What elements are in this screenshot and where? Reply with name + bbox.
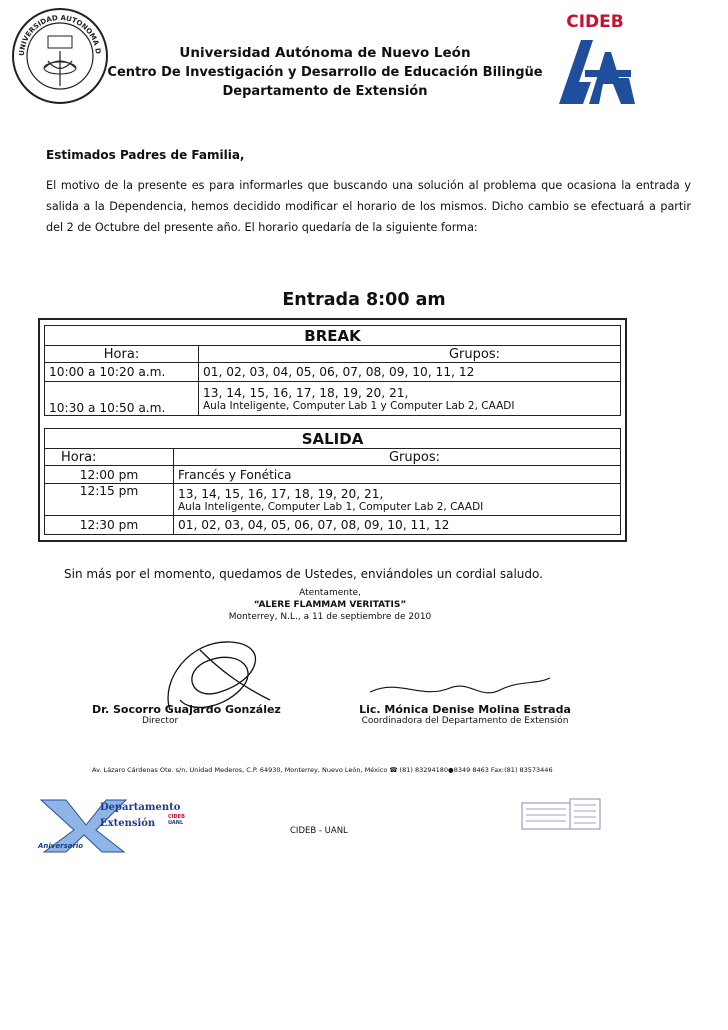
logo-line3: Aniversario: [38, 842, 84, 850]
right-signatory-role: Coordinadora del Departamento de Extensión: [361, 716, 569, 726]
cideb-label: CIDEB: [566, 12, 624, 32]
break-hora-cell: 10:30 a 10:50 a.m.: [45, 382, 199, 416]
salida-table: [44, 428, 621, 535]
place-date: Monterrey, N.L., a 11 de septiembre de 2010: [228, 612, 432, 622]
salida-grupos-line: 13, 14, 15, 16, 17, 18, 19, 20, 21,: [178, 486, 384, 501]
salida-grupos-cell: 01, 02, 03, 04, 05, 06, 07, 08, 09, 10, 11, 12: [174, 516, 621, 535]
break-title: BREAK: [45, 326, 621, 346]
svg-text:UNIVERSIDAD AUTONOMA DE NUEVO: UNIVERSIDAD AUTONOMA D: [17, 13, 103, 57]
right-signature: [345, 703, 585, 726]
table-row: [45, 363, 621, 382]
salida-grupos-cell: Francés y Fonética: [174, 466, 621, 484]
salida-col-hora: Hora:: [45, 449, 174, 466]
break-hora-cell: 10:00 a 10:20 a.m.: [45, 363, 199, 382]
salida-hora-cell: 12:30 pm: [45, 516, 174, 535]
break-grupos-cell: 01, 02, 03, 04, 05, 06, 07, 08, 09, 10, 11, 12: [199, 363, 621, 382]
left-signatory-name: Dr. Socorro Guajardo González: [92, 703, 281, 716]
table-row: [45, 484, 621, 516]
cideb-logo: [545, 12, 645, 112]
salida-col-grupos: Grupos:: [174, 449, 621, 466]
center-name: Centro De Investigación y Desarrollo de Educación Bilingüe: [107, 65, 543, 80]
break-table: [44, 325, 621, 416]
logo-small2: UANL: [168, 820, 184, 826]
extension-anniversary-logo: [36, 790, 216, 856]
left-signatory-role: Director: [142, 716, 179, 726]
logo-line1: Departamento: [100, 802, 181, 813]
university-name: Universidad Autónoma de Nuevo León: [179, 45, 471, 61]
uanl-seal-logo: [10, 6, 110, 106]
break-col-hora: Hora:: [45, 346, 199, 363]
salida-grupos-cell: [174, 484, 621, 516]
break-grupos-line: 13, 14, 15, 16, 17, 18, 19, 20, 21,: [203, 385, 409, 400]
table-row: [45, 516, 621, 535]
greeting: Estimados Padres de Familia,: [46, 148, 245, 162]
entrada-heading: Entrada 8:00 am: [282, 290, 446, 310]
table-row: [45, 382, 621, 416]
break-grupos-cell: [199, 382, 621, 416]
salida-grupos-extra: Aula Inteligente, Computer Lab 1, Computer Lab 2, CAADI: [178, 500, 484, 513]
body-paragraph: El motivo de la presente es para informarles que buscando una solución al problema que ocasiona la entrada y salida a la Dependencia, hemos decidido modificar el horario de los mismos. Dicho cambio se efectuará a partir del 2 de Octubre del presente año. El horario quedaría de la siguiente forma:: [46, 179, 691, 234]
signoff-block: [180, 587, 480, 623]
salida-hora-cell: 12:15 pm: [45, 484, 174, 516]
logo-small1: CIDEB: [168, 814, 185, 820]
closing-line: Sin más por el momento, quedamos de Ustedes, enviándoles un cordial saludo.: [64, 567, 543, 581]
footer-center-text: CIDEB - UANL: [290, 826, 348, 836]
right-signatory-name: Lic. Mónica Denise Molina Estrada: [359, 703, 571, 716]
salida-title: SALIDA: [45, 429, 621, 449]
building-image: [520, 795, 602, 831]
table-row: [45, 466, 621, 484]
left-signature: [92, 703, 281, 726]
break-grupos-extra: Aula Inteligente, Computer Lab 1 y Computer Lab 2, CAADI: [203, 399, 515, 412]
footer-address: Av. Lázaro Cárdenas Ote. s/n, Unidad Mederos, C.P. 64930, Monterrey, Nuevo León, México ☎ (81) 83294180●8349 8463 Fax:(81) 83573446: [92, 766, 553, 774]
letterhead: [100, 44, 550, 101]
salida-hora-cell: 12:00 pm: [45, 466, 174, 484]
logo-line2: Extensión: [100, 818, 156, 829]
break-col-grupos: Grupos:: [199, 346, 621, 363]
motto: “ALERE FLAMMAM VERITATIS”: [253, 600, 407, 610]
atentamente: Atentamente,: [299, 588, 361, 598]
department-name: Departamento de Extensión: [222, 84, 428, 99]
